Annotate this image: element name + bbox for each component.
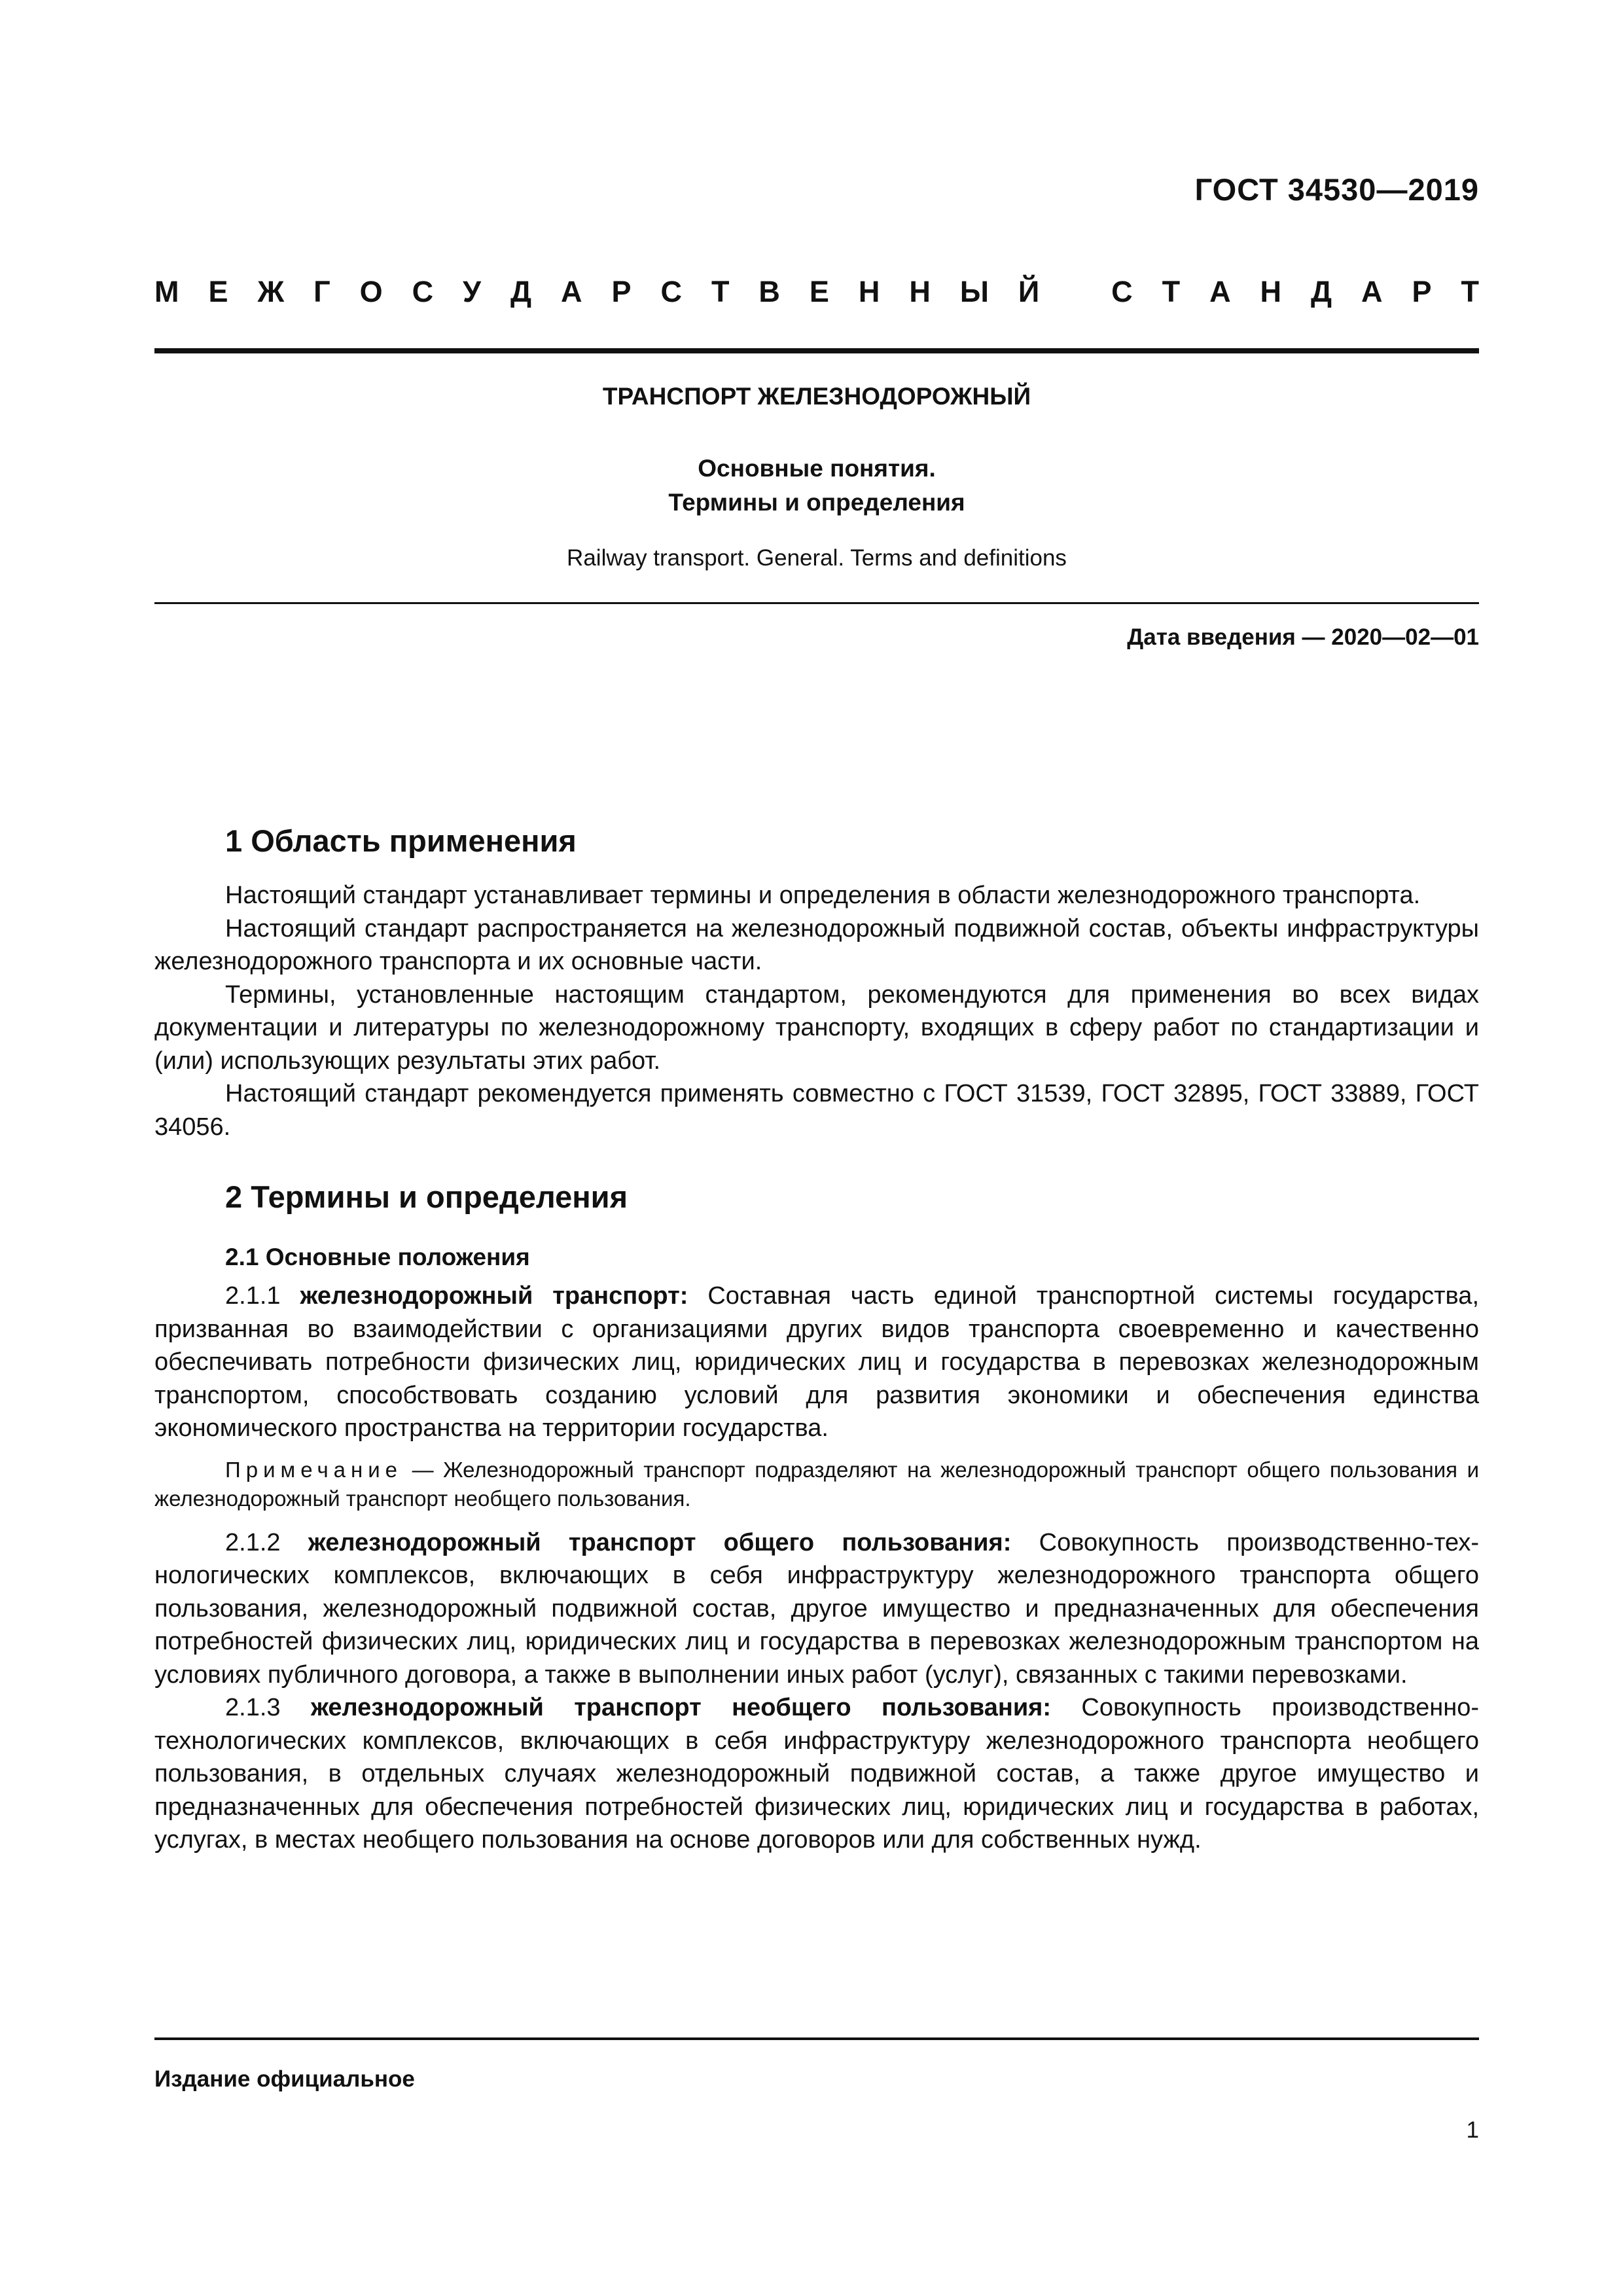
introduction-date: Дата введения — 2020—02—01 [1127,624,1479,650]
banner-letter: С [1111,275,1133,308]
banner-letter: Т [1461,275,1479,308]
footer-divider [154,2037,1479,2040]
banner-letter: Г [313,275,330,308]
banner-letter: У [463,275,482,308]
banner-letter: Н [1260,275,1282,308]
banner-letter: Р [1412,275,1432,308]
term-2-1-2 [154,1526,1479,1692]
document-title: ТРАНСПОРТ ЖЕЛЕЗНОДОРОЖНЫЙ [602,383,1031,410]
interstate-standard-banner [154,275,1479,309]
term-definition: Совокупность производственно-технологических комплексов, включающих в себя инфраструктуру железнодорожного транспорта общего пользования, железнодорожный подвижной состав, другое имущество и предназначенных для обеспечения потребностей физических лиц, юридических лиц и государства в перевозках железнодорожным транспортом на условиях публичного договора, а также в выполнении иных работ (услуг), связанных с такими перевозками. [154,1528,1480,1689]
banner-letter: Д [1311,275,1332,308]
official-edition-label: Издание официальное [154,2066,415,2092]
banner-letter: В [758,275,780,308]
banner-letter: Р [611,275,632,308]
document-subtitle [154,452,1479,520]
term-definition: Составная часть единой транспортной системы государства, призванная во взаимодействии с организациями других видов транспорта своевременно и качественно обеспечивать потребности физических лиц, юридических лиц и государства в перевозках железнодорожным транспортом, способствовать созданию условий для развития экономики и обеспечения единства экономического пространства на территории государства. [154,1282,1479,1442]
term-2-1-1 [154,1280,1479,1445]
banner-letter: А [561,275,582,308]
term-number: 2.1.1 [225,1282,281,1310]
banner-letter: Т [1162,275,1181,308]
term-number: 2.1.2 [225,1528,281,1556]
title-divider [154,602,1479,604]
banner-letter: Н [858,275,880,308]
banner-letter: Е [809,275,829,308]
banner-letter: Ы [959,275,989,308]
term-name: железнодорожный транспорт общего пользования: [308,1528,1012,1556]
banner-letter: Е [208,275,228,308]
section-1-heading: 1 Область применения [225,823,577,858]
page-number: 1 [1466,2117,1479,2143]
note-label: Примечание [225,1457,403,1482]
gost-number: ГОСТ 34530—2019 [1194,172,1479,207]
banner-letter: М [154,275,179,308]
banner-letter: Д [510,275,532,308]
term-number: 2.1.3 [225,1694,281,1721]
term-name: железнодорожный транспорт: [300,1282,688,1310]
term-note [154,1456,1479,1513]
banner-letter: С [660,275,682,308]
section-1-paragraph: Термины, установленные настоящим стандартом, рекомендуются для применения во всех видах документации и литературы по железнодорожному транспорту, входящих в сферу работ по стандартизации и (или) использующих результаты этих работ. [154,980,1479,1075]
english-title: Railway transport. General. Terms and definitions [567,545,1067,571]
subtitle-line-1: Основные понятия. [698,455,936,482]
term-definition: Совокупность производственно-технологических комплексов, включающих в себя инфраструктуру железнодорожного транспорта необщего пользования, в отдельных случаях железнодорожный подвижной состав, а также другое имущество и предназначенных для обеспечения потребностей физических лиц, юридических лиц и государства в работах, услугах, в местах необщего пользования на основе договоров или для собственных нужд. [154,1694,1480,1854]
banner-word-gap [1069,275,1082,309]
banner-letter: Т [711,275,730,308]
banner-letter: С [412,275,434,308]
banner-letter: Ж [257,275,285,308]
banner-letter: Н [909,275,931,308]
term-2-1-3 [154,1691,1479,1857]
banner-letter: О [359,275,383,308]
section-1-paragraph: Настоящий стандарт распространяется на железнодорожный подвижной состав, объекты инфраструктуры железнодорожного транспорта и их основные части. [154,914,1479,975]
section-1-paragraph: Настоящий стандарт рекомендуется применять совместно с ГОСТ 31539, ГОСТ 32895, ГОСТ 33889, ГОСТ 34056. [154,1080,1479,1141]
subsection-2-1-heading: 2.1 Основные положения [225,1244,530,1270]
banner-letter: А [1209,275,1231,308]
document-body [154,821,1479,1857]
section-2-heading: 2 Термины и определения [225,1179,628,1214]
section-1-paragraph: Настоящий стандарт устанавливает термины и определения в области железнодорожного транспорта. [225,882,1421,909]
note-text: — Железнодорожный транспорт подразделяют на железнодорожный транспорт общего пользования и железнодорожный транспорт необщего пользования. [154,1457,1480,1511]
banner-letter: Й [1018,275,1040,308]
term-name: железнодорожный транспорт необщего пользования: [310,1694,1052,1721]
subtitle-line-2: Термины и определения [668,489,965,516]
header-divider [154,348,1479,353]
banner-letter: А [1361,275,1383,308]
